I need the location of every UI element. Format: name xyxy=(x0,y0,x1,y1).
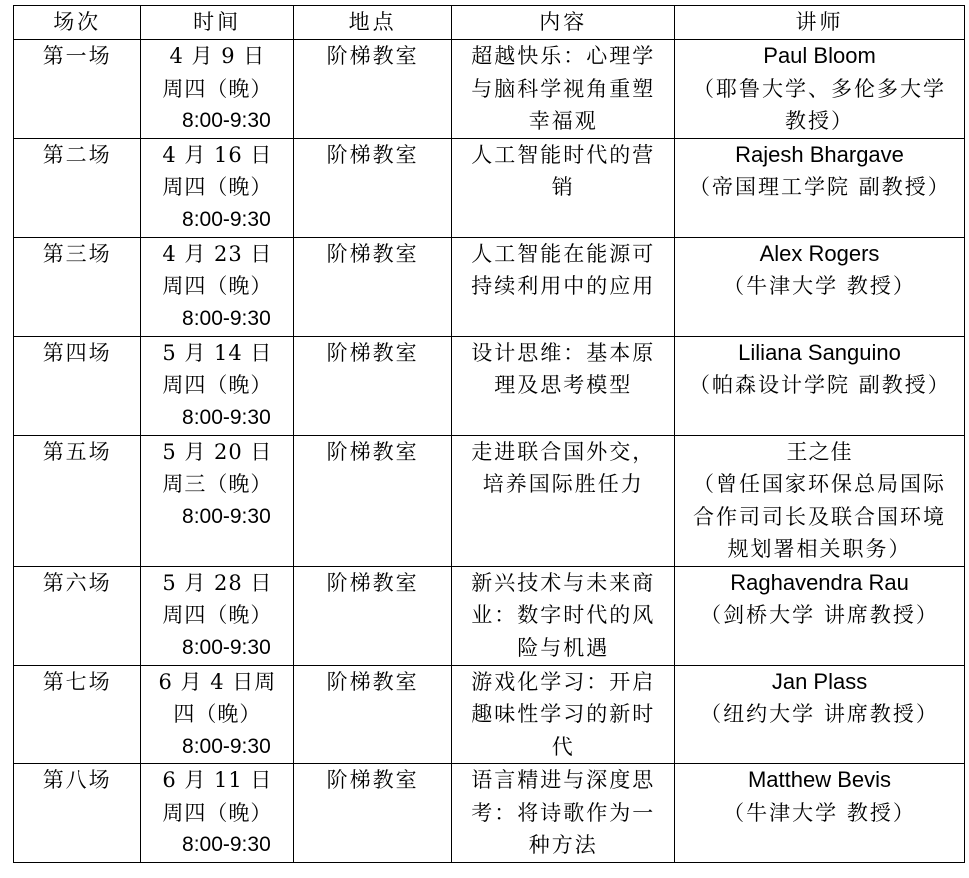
lecturer-name: Liliana Sanguino xyxy=(738,339,901,365)
hours-text: 8:00-9:30 xyxy=(182,734,271,758)
hours-text: 8:00-9:30 xyxy=(182,405,271,429)
place-cell: 阶梯教室 xyxy=(293,566,452,665)
table-row xyxy=(14,566,965,665)
topic-text: 超越快乐：心理学与脑科学视角重塑幸福观 xyxy=(471,44,656,133)
session-cell: 第三场 xyxy=(14,237,141,336)
date-text: 6 月 4 日周四（晚） xyxy=(158,669,277,726)
topic-cell xyxy=(452,237,675,336)
date-text: 5 月 20 日 xyxy=(162,439,273,464)
topic-cell xyxy=(452,435,675,566)
table-row xyxy=(14,665,965,764)
time-cell xyxy=(141,764,293,863)
lecture-schedule-table xyxy=(13,5,965,863)
lecturer-name: Raghavendra Rau xyxy=(730,569,909,595)
time-cell xyxy=(141,566,293,665)
table-row xyxy=(14,40,965,139)
lecturer-cell xyxy=(675,566,965,665)
lecturer-cell xyxy=(675,435,965,566)
topic-text: 语言精进与深度思考：将诗歌作为一种方法 xyxy=(471,768,656,857)
table-row xyxy=(14,138,965,237)
session-cell: 第六场 xyxy=(14,566,141,665)
lecturer-cell xyxy=(675,336,965,435)
date-text: 4 月 9 日 xyxy=(169,44,266,68)
date-text: 4 月 23 日 xyxy=(162,241,273,266)
topic-text: 游戏化学习：开启趣味性学习的新时代 xyxy=(471,669,656,759)
lecturer-name: Matthew Bevis xyxy=(747,767,892,792)
session-cell: 第四场 xyxy=(14,336,141,435)
lecturer-name: Jan Plass xyxy=(771,668,868,694)
header-place: 地点 xyxy=(293,6,452,40)
lecturer-title: （纽约大学 讲席教授） xyxy=(700,702,939,726)
weekday-text: 周四（晚） xyxy=(162,800,273,825)
header-session: 场次 xyxy=(14,6,141,40)
place-cell: 阶梯教室 xyxy=(293,40,452,139)
topic-text: 人工智能在能源可持续利用中的应用 xyxy=(471,241,656,298)
time-cell xyxy=(141,435,293,566)
hours-text: 8:00-9:30 xyxy=(182,833,271,856)
header-row xyxy=(14,6,965,40)
lecturer-name: 王之佳 xyxy=(786,439,853,464)
lecturer-title: （耶鲁大学、多伦多大学教授） xyxy=(693,76,947,133)
lecturer-title: （曾任国家环保总局国际合作司司长及联合国环境规划署相关职务） xyxy=(693,472,947,561)
table-row xyxy=(14,336,965,435)
lecturer-cell xyxy=(675,665,965,764)
session-cell: 第八场 xyxy=(14,764,141,863)
lecturer-title: （帕森设计学院 副教授） xyxy=(689,373,951,397)
place-cell: 阶梯教室 xyxy=(293,665,452,764)
lecturer-cell xyxy=(675,237,965,336)
topic-cell xyxy=(452,40,675,139)
session-cell: 第五场 xyxy=(14,435,141,566)
lecturer-title: （剑桥大学 讲席教授） xyxy=(700,603,939,627)
date-text: 6 月 11 日 xyxy=(162,768,273,792)
lecturer-cell xyxy=(675,40,965,139)
lecturer-title: （牛津大学 教授） xyxy=(723,274,916,298)
hours-text: 8:00-9:30 xyxy=(182,635,271,659)
hours-text: 8:00-9:30 xyxy=(182,504,271,528)
header-lecturer: 讲师 xyxy=(675,6,965,40)
weekday-text: 周四（晚） xyxy=(162,175,273,199)
hours-text: 8:00-9:30 xyxy=(182,109,271,132)
weekday-text: 周三（晚） xyxy=(162,472,273,496)
time-cell xyxy=(141,665,293,764)
weekday-text: 周四（晚） xyxy=(162,76,273,101)
hours-text: 8:00-9:30 xyxy=(182,306,271,330)
hours-text: 8:00-9:30 xyxy=(182,207,271,231)
time-cell xyxy=(141,138,293,237)
table-row xyxy=(14,435,965,566)
place-cell: 阶梯教室 xyxy=(293,237,452,336)
weekday-text: 周四（晚） xyxy=(162,274,273,298)
header-topic: 内容 xyxy=(452,6,675,40)
date-text: 5 月 14 日 xyxy=(162,340,273,365)
date-text: 4 月 16 日 xyxy=(162,142,273,167)
topic-cell xyxy=(452,566,675,665)
lecturer-name: Alex Rogers xyxy=(759,240,880,266)
topic-text: 人工智能时代的营销 xyxy=(471,142,656,199)
lecturer-name: Rajesh Bhargave xyxy=(735,141,904,167)
lecturer-name: Paul Bloom xyxy=(763,43,876,68)
lecturer-title: （帝国理工学院 副教授） xyxy=(689,175,951,199)
topic-cell xyxy=(452,665,675,764)
time-cell xyxy=(141,237,293,336)
time-cell xyxy=(141,40,293,139)
lecturer-title: （牛津大学 教授） xyxy=(723,800,916,825)
place-cell: 阶梯教室 xyxy=(293,138,452,237)
table-row xyxy=(14,764,965,863)
place-cell: 阶梯教室 xyxy=(293,764,452,863)
place-cell: 阶梯教室 xyxy=(293,435,452,566)
lecturer-cell xyxy=(675,138,965,237)
topic-text: 新兴技术与未来商业：数字时代的风险与机遇 xyxy=(471,570,656,660)
time-cell xyxy=(141,336,293,435)
table-row xyxy=(14,237,965,336)
date-text: 5 月 28 日周四（晚） xyxy=(162,570,273,627)
session-cell: 第一场 xyxy=(14,40,141,139)
session-cell: 第七场 xyxy=(14,665,141,764)
header-time: 时间 xyxy=(141,6,293,40)
topic-text: 走进联合国外交，培养国际胜任力 xyxy=(471,439,656,496)
topic-cell xyxy=(452,764,675,863)
weekday-text: 周四（晚） xyxy=(162,373,273,397)
session-cell: 第二场 xyxy=(14,138,141,237)
topic-text: 设计思维：基本原理及思考模型 xyxy=(471,340,656,397)
place-cell: 阶梯教室 xyxy=(293,336,452,435)
topic-cell xyxy=(452,336,675,435)
topic-cell xyxy=(452,138,675,237)
lecturer-cell xyxy=(675,764,965,863)
